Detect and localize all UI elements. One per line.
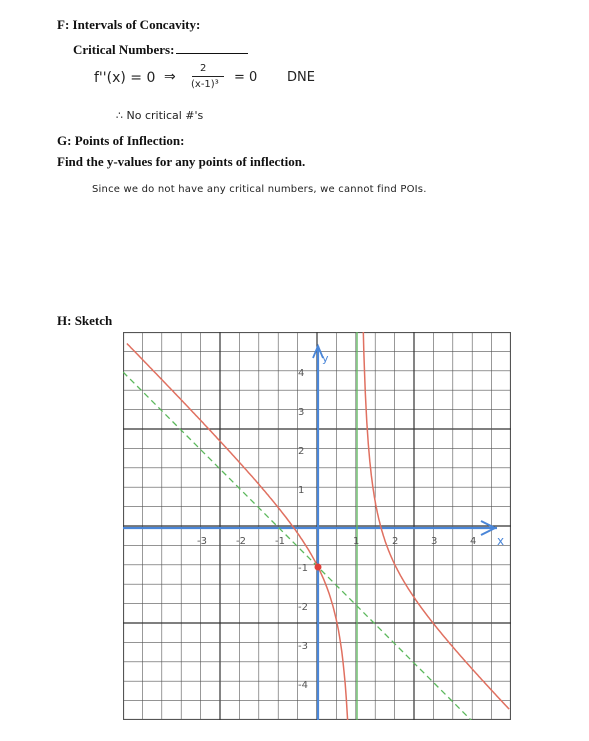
critical-numbers-text: Critical Numbers: bbox=[73, 42, 175, 57]
critical-numbers-blank bbox=[176, 43, 248, 54]
equals-zero: = 0 bbox=[234, 70, 258, 85]
fraction-bar bbox=[192, 76, 224, 77]
section-h-heading: H: Sketch bbox=[57, 313, 113, 328]
axes bbox=[123, 346, 497, 720]
x-tick-label: -1 bbox=[275, 536, 285, 547]
y-tick-label: -4 bbox=[298, 680, 308, 691]
left-branch bbox=[127, 344, 354, 721]
x-tick-label: 4 bbox=[470, 536, 477, 547]
dne-label: DNE bbox=[287, 70, 315, 85]
implies-arrow: ⇒ bbox=[164, 69, 176, 85]
tick-labels bbox=[197, 352, 504, 691]
fraction-denominator: (x-1)³ bbox=[191, 79, 219, 90]
y-tick-label: 3 bbox=[298, 407, 305, 418]
section-f-heading: F: Intervals of Concavity: bbox=[57, 17, 201, 32]
y-tick-label: -3 bbox=[298, 641, 308, 652]
fraction-numerator: 2 bbox=[200, 63, 207, 74]
section-g-heading: G: Points of Inflection: bbox=[57, 133, 185, 148]
y-tick-label: -1 bbox=[298, 563, 308, 574]
y-tick-label: 2 bbox=[298, 446, 305, 457]
no-critical-note: ∴ No critical #'s bbox=[116, 109, 204, 122]
x-tick-label: 2 bbox=[392, 536, 399, 547]
y-tick-label: 4 bbox=[298, 368, 305, 379]
y-tick-label: -2 bbox=[298, 602, 308, 613]
x-tick-label: 3 bbox=[431, 536, 438, 547]
y-intercept-point bbox=[315, 564, 322, 571]
x-axis-name: x bbox=[497, 534, 505, 548]
poi-answer: Since we do not have any critical numbers, we cannot find POIs. bbox=[92, 184, 427, 195]
x-tick-label: -3 bbox=[197, 536, 207, 547]
right-branch bbox=[359, 332, 509, 709]
sketch-graph bbox=[123, 332, 511, 720]
x-tick-label: -2 bbox=[236, 536, 246, 547]
critical-numbers-label bbox=[73, 42, 248, 58]
graph-canvas bbox=[123, 332, 511, 720]
y-tick-label: 1 bbox=[298, 485, 305, 496]
second-derivative-equation: f''(x) = 0 bbox=[94, 70, 156, 86]
poi-prompt: Find the y-values for any points of inflection. bbox=[57, 154, 306, 169]
x-tick-label: 1 bbox=[353, 536, 360, 547]
y-axis-name: y bbox=[322, 352, 329, 365]
